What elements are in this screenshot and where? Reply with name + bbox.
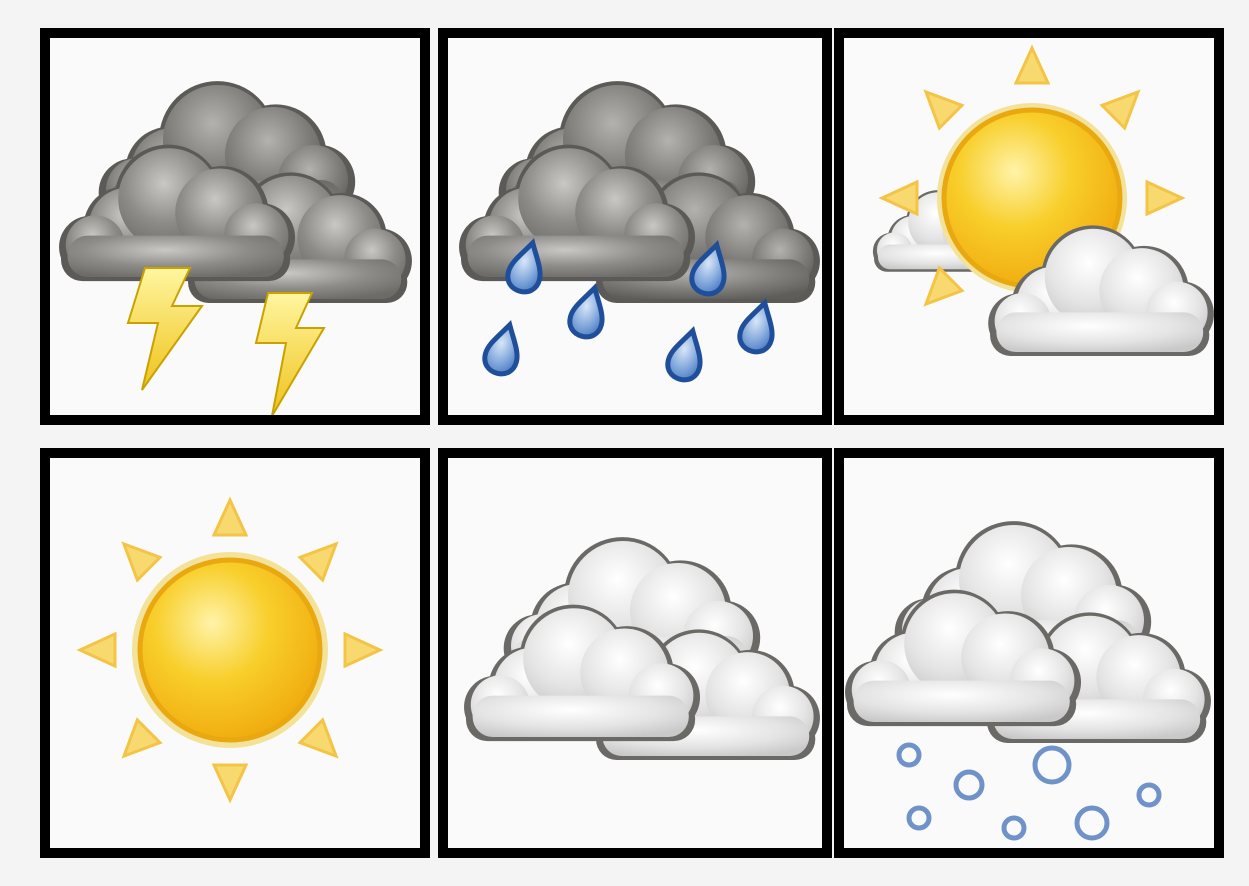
partly-cloudy-icon [844, 38, 1214, 415]
cloudy-icon [448, 458, 822, 848]
rain-icon [448, 38, 822, 415]
cloudy-tile [438, 448, 832, 858]
sunny-tile [40, 448, 430, 858]
rain-tile [438, 28, 832, 425]
snow-icon [844, 458, 1214, 848]
snow-tile [834, 448, 1224, 858]
lightning-bolt [256, 293, 324, 415]
sunny-icon [50, 458, 420, 848]
thunderstorm-tile [40, 28, 430, 425]
thunderstorm-icon [50, 38, 420, 415]
partly-cloudy-tile [834, 28, 1224, 425]
